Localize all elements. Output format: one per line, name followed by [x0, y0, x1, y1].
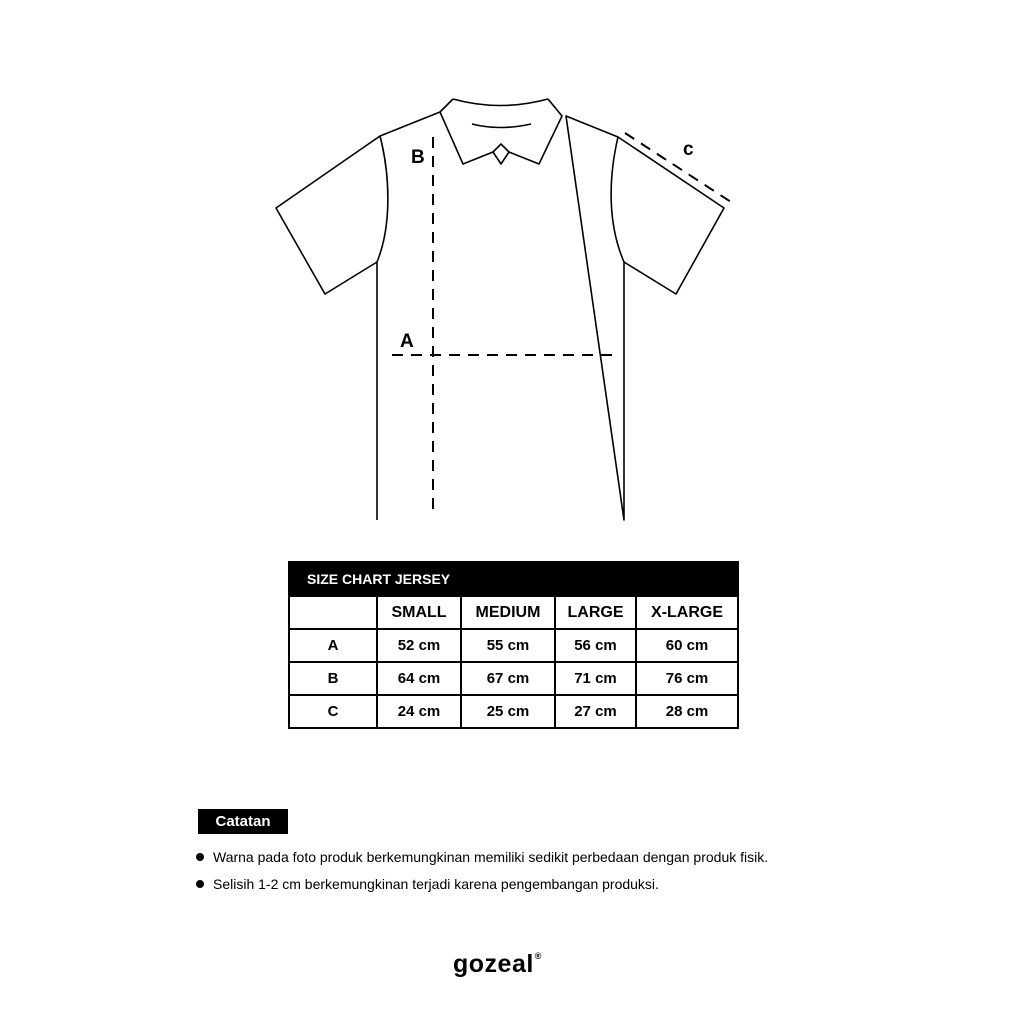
cell-a-small: 52 cm	[377, 629, 461, 662]
list-item	[196, 848, 768, 875]
bullet-icon	[196, 880, 204, 888]
cell-b-small: 64 cm	[377, 662, 461, 695]
row-label-a: A	[289, 629, 377, 662]
cell-a-large: 56 cm	[555, 629, 636, 662]
bullet-icon	[196, 853, 204, 861]
row-label-c: C	[289, 695, 377, 728]
jersey-collar	[440, 99, 562, 164]
table-row	[289, 662, 738, 695]
cell-b-medium: 67 cm	[461, 662, 555, 695]
header-size-medium: MEDIUM	[461, 596, 555, 629]
registered-mark: ®	[534, 950, 542, 961]
jersey-right-sleeve	[618, 137, 724, 294]
list-item	[196, 875, 768, 902]
table-row	[289, 629, 738, 662]
jersey-collar-inner	[453, 99, 548, 128]
brand-name: gozeal	[453, 950, 534, 978]
brand-logo	[453, 952, 542, 977]
marker-label-b: B	[411, 147, 425, 168]
size-chart-title: SIZE CHART JERSEY	[289, 562, 738, 596]
notes-list	[196, 848, 768, 902]
cell-c-xlarge: 28 cm	[636, 695, 738, 728]
row-label-b: B	[289, 662, 377, 695]
jersey-left-sleeve	[276, 136, 380, 294]
cell-a-medium: 55 cm	[461, 629, 555, 662]
cell-c-medium: 25 cm	[461, 695, 555, 728]
header-size-large: LARGE	[555, 596, 636, 629]
notes-heading-badge: Catatan	[198, 809, 288, 834]
cell-c-large: 27 cm	[555, 695, 636, 728]
table-row	[289, 695, 738, 728]
marker-label-a: A	[400, 331, 414, 352]
jersey-body-outline	[377, 112, 624, 520]
header-size-small: SMALL	[377, 596, 461, 629]
size-chart-table	[288, 561, 739, 729]
cell-c-small: 24 cm	[377, 695, 461, 728]
cell-b-xlarge: 76 cm	[636, 662, 738, 695]
marker-label-c: c	[683, 139, 694, 160]
jersey-collar-placket	[493, 144, 509, 152]
note-text-2: Selisih 1-2 cm berkemungkinan terjadi karena pengembangan produksi.	[213, 876, 659, 892]
size-chart-title-row	[289, 562, 738, 596]
header-corner-cell	[289, 596, 377, 629]
header-size-xlarge: X-LARGE	[636, 596, 738, 629]
note-text-1: Warna pada foto produk berkemungkinan memiliki sedikit perbedaan dengan produk fisik.	[213, 849, 769, 865]
cell-b-large: 71 cm	[555, 662, 636, 695]
size-chart-header-row	[289, 596, 738, 629]
cell-a-xlarge: 60 cm	[636, 629, 738, 662]
measure-line-c	[625, 133, 731, 202]
